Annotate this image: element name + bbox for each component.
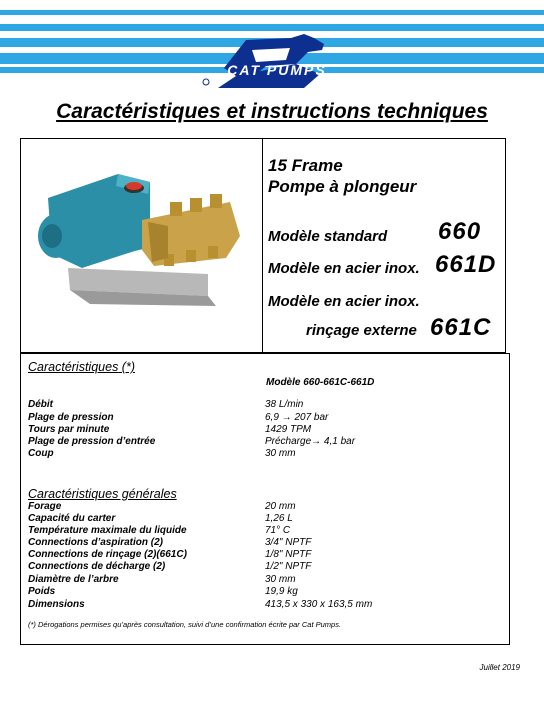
pump-illustration <box>30 150 250 310</box>
inox-model-number: 661D <box>435 251 497 278</box>
footnote: (*) Dérogations permises qu’après consultation, suivi d’une confirmation écrite par Cat Pumps. <box>28 620 342 629</box>
spec-row: Débit 38 L/min <box>28 399 304 410</box>
standard-model-label: Modèle standard <box>268 228 388 245</box>
general-row: Connections de rinçage (2)(661C) 1/8" NPTF <box>28 549 312 560</box>
general-row: Poids 19,9 kg <box>28 586 298 597</box>
specs-model-line: Modèle 660-661C-661D <box>266 377 375 388</box>
spec-row: Tours par minute 1429 TPM <box>28 424 312 435</box>
logo-text: CAT PUMPS <box>227 62 327 78</box>
frame-title: 15 Frame <box>268 156 343 175</box>
general-row: Connections d’aspiration (2) 3/4" NPTF <box>28 537 312 548</box>
general-row: Diamètre de l’arbre 30 mm <box>28 574 296 585</box>
product-header-divider <box>262 138 263 353</box>
general-row: Connections de décharge (2) 1/2" NPTF <box>28 561 312 572</box>
spec-row: Coup 30 mm <box>28 448 296 459</box>
general-row: Forage 20 mm <box>28 501 296 512</box>
general-specs-heading: Caractéristiques générales <box>28 487 177 501</box>
general-row: Température maximale du liquide 71° C <box>28 525 291 536</box>
spec-row: Plage de pression d’entrée Précharge→ 4,1 bar <box>28 436 356 447</box>
pump-type: Pompe à plongeur <box>268 177 417 196</box>
cat-logo-icon <box>196 30 336 92</box>
external-rinse-model-number: 661C <box>430 314 492 341</box>
general-row: Capacité du carter 1,26 L <box>28 513 293 524</box>
general-row: Dimensions 413,5 x 330 x 163,5 mm <box>28 599 373 610</box>
document-date: Juillet 2019 <box>479 663 520 672</box>
standard-model-number: 660 <box>438 218 482 245</box>
spec-row: Plage de pression 6,9 → 207 bar <box>28 412 329 423</box>
external-rinse-label: rinçage externe <box>306 322 417 339</box>
inox-rinse-model-label: Modèle en acier inox. <box>268 293 420 310</box>
inox-model-label: Modèle en acier inox. <box>268 260 420 277</box>
specs-heading: Caractéristiques (*) <box>28 360 135 374</box>
document-title: Caractéristiques et instructions techniques <box>56 100 488 123</box>
